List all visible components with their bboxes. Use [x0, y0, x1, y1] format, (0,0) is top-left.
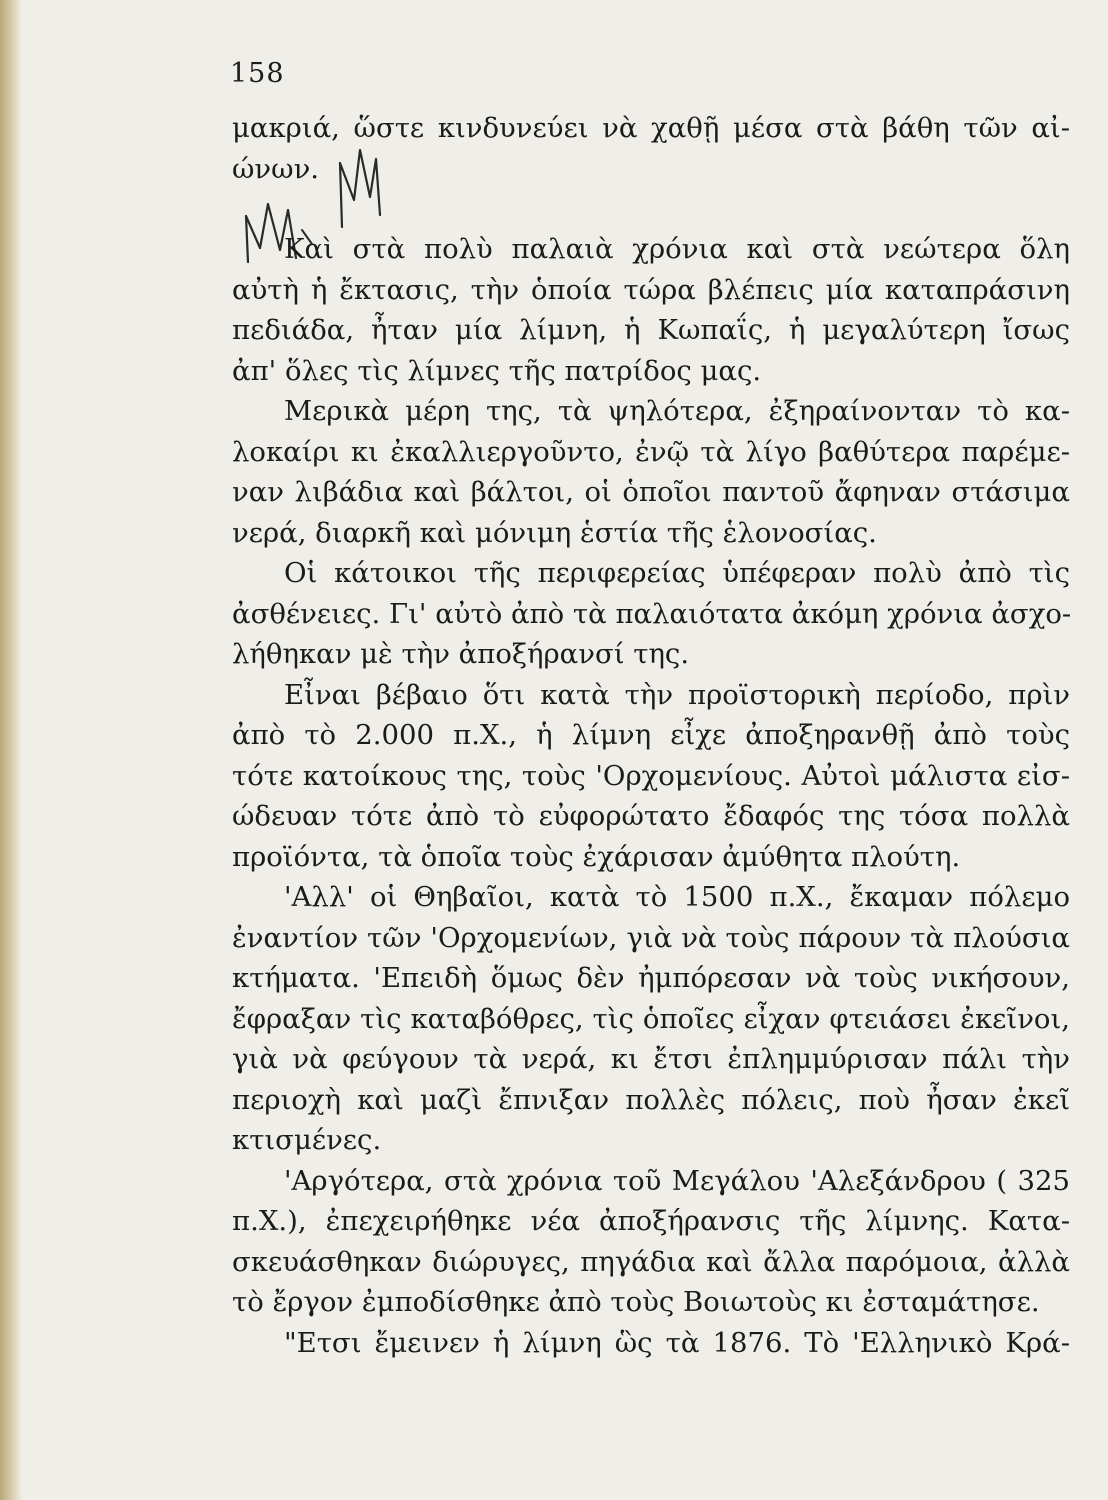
text-line: Καὶ στὰ πολὺ παλαιὰ χρόνια καὶ στὰ νεώτερα ὅλη [284, 233, 1070, 265]
text-line: Εἶναι βέβαιο ὅτι κατὰ τὴν προϊστορικὴ περίοδο, πρὶν [284, 678, 1070, 711]
text-line: περιοχὴ καὶ μαζὶ ἔπνιξαν πολλὲς πόλεις, ποὺ ἦσαν ἐκεῖ [232, 1083, 1070, 1116]
text-line: μακριά, ὥστε κινδυνεύει νὰ χαθῇ μέσα στὰ βάθη τῶν αἰ- [232, 112, 1070, 144]
text-line: Μερικὰ μέρη της, τὰ ψηλότερα, ἐξηραίνονταν τὸ κα- [284, 395, 1070, 427]
page-number: 158 [230, 58, 285, 89]
paragraph [232, 1161, 1070, 1323]
text-line: ώδευαν τότε ἀπὸ τὸ εὐφορώτατο ἔδαφός της τόσα πολλὰ [232, 800, 1070, 832]
text-line: σκευάσθηκαν διώρυγες, πηγάδια καὶ ἄλλα παρόμοια, ἀλλὰ [232, 1245, 1070, 1278]
paragraph [232, 229, 1070, 391]
text-line: κτισμένες. [232, 1124, 382, 1156]
text-line: ἀπὸ τὸ 2.000 π.Χ., ἡ λίμνη εἶχε ἀποξηρανθῇ ἀπὸ τοὺς [232, 719, 1070, 751]
text-line: 'Αλλ' οἱ Θηβαῖοι, κατὰ τὸ 1500 π.Χ., ἔκαμαν πόλεμο [284, 881, 1070, 913]
text-line: Οἱ κάτοικοι τῆς περιφερείας ὑπέφεραν πολὺ ἀπὸ τὶς [284, 557, 1070, 589]
text-line: κτήματα. 'Επειδὴ ὅμως δὲν ἠμπόρεσαν νὰ τοὺς νικήσουν, [232, 962, 1070, 994]
text-line: τότε κατοίκους της, τοὺς 'Ορχομενίους. Αὐτοὶ μάλιστα εἰσ- [232, 759, 1070, 792]
text-line: νερά, διαρκῆ καὶ μόνιμη ἑστία τῆς ἑλονοσίας. [232, 516, 877, 549]
paragraph [232, 553, 1070, 675]
text-line: γιὰ νὰ φεύγουν τὰ νερά, κι ἔτσι ἐπλημμύρισαν πάλι τὴν [232, 1043, 1070, 1075]
text-line: πεδιάδα, ἦταν μία λίμνη, ἡ Κωπαΐς, ἡ μεγαλύτερη ἴσως [232, 314, 1070, 346]
text-line: λοκαίρι κι ἐκαλλιεργοῦντο, ἐνῷ τὰ λίγο βαθύτερα παρέμε- [232, 435, 1070, 468]
text-line: ἀπ' ὅλες τὶς λίμνες τῆς πατρίδος μας. [232, 354, 762, 387]
text-line: ἔφραξαν τὶς καταβόθρες, τὶς ὁποῖες εἶχαν φτειάσει ἐκεῖνοι, [232, 1002, 1070, 1035]
paragraph [232, 675, 1070, 878]
text-line: αὐτὴ ἡ ἔκτασις, τὴν ὁποία τώρα βλέπεις μία καταπράσινη [232, 273, 1070, 306]
body-text [232, 108, 1070, 1363]
text-line: ἀσθένειες. Γι' αὐτὸ ἀπὸ τὰ παλαιότατα ἀκόμη χρόνια ἀσχο- [232, 597, 1072, 630]
paragraph [232, 1323, 1070, 1364]
text-line: λήθηκαν μὲ τὴν ἀποξήρανσί της. [232, 638, 690, 670]
paragraph-spacing [232, 189, 1070, 229]
paragraph [232, 108, 1070, 189]
paragraph [232, 391, 1070, 553]
text-line: ώνων. [232, 152, 320, 185]
text-line: 'Αργότερα, στὰ χρόνια τοῦ Μεγάλου 'Αλεξάνδρου ( 325 [284, 1164, 1070, 1197]
text-line: ναν λιβάδια καὶ βάλτοι, οἱ ὁποῖοι παντοῦ ἄφηναν στάσιμα [232, 476, 1070, 508]
text-line: προϊόντα, τὰ ὁποῖα τοὺς ἐχάρισαν ἀμύθητα πλούτη. [232, 840, 961, 873]
text-line: "Ετσι ἔμεινεν ἡ λίμνη ὣς τὰ 1876. Τὸ 'Ελληνικὸ Κρά- [284, 1326, 1070, 1359]
text-line: τὸ ἔργον ἐμποδίσθηκε ἀπὸ τοὺς Βοιωτοὺς κι ἐσταμάτησε. [232, 1286, 1040, 1318]
paragraph [232, 877, 1070, 1161]
text-line: ἐναντίον τῶν 'Ορχομενίων, γιὰ νὰ τοὺς πάρουν τὰ πλούσια [232, 921, 1070, 954]
page-binding-edge [0, 0, 22, 1500]
text-line: π.Χ.), ἐπεχειρήθηκε νέα ἀποξήρανσις τῆς λίμνης. Κατα- [232, 1205, 1070, 1237]
